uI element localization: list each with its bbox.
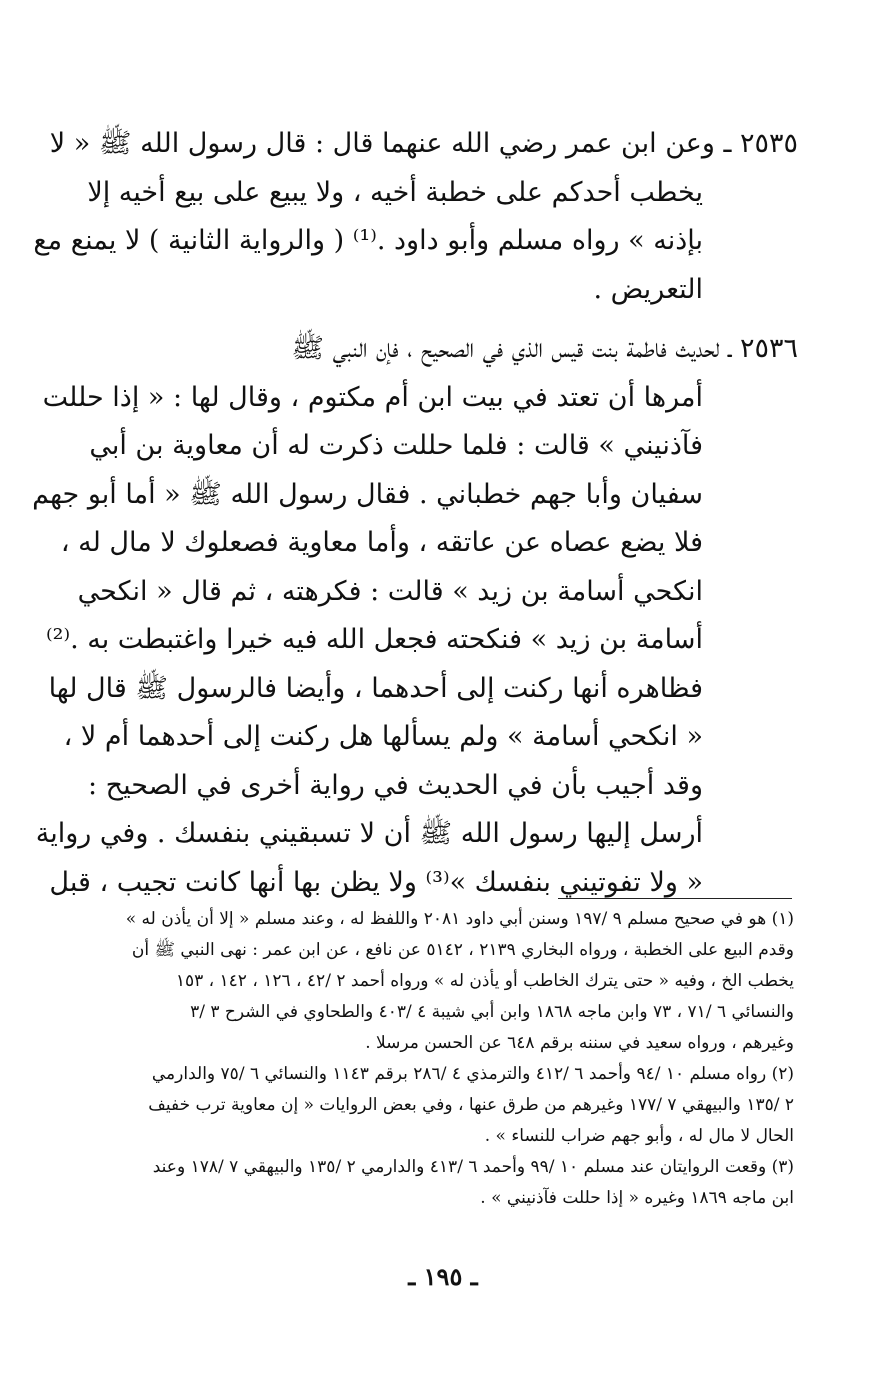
hadith-2535 bbox=[33, 120, 798, 314]
footnote-line: (٢) رواه مسلم ١٠ /٩٤ وأحمد ٦ /٤١٢ والترمذي ٤ /٢٨٦ برقم ١١٤٣ والنسائي ٦ /٧٥ والدارمي bbox=[151, 1064, 794, 1084]
text-line: بإذنه » رواه مسلم وأبو داود .⁽¹⁾ ( والرواية الثانية ) لا يمنع مع bbox=[33, 225, 703, 256]
footnote-3 bbox=[96, 1152, 794, 1214]
text-line: ٢٥٣٥ ـ وعن ابن عمر رضي الله عنهما قال : قال رسول الله ﷺ « لا bbox=[49, 128, 798, 159]
footnote-line: (١) هو في صحيح مسلم ٩ /١٩٧ وسنن أبي داود ٢٠٨١ واللفظ له ، وعند مسلم « إلا أن يأذن له » bbox=[125, 909, 794, 929]
text-line: فظاهره أنها ركنت إلى أحدهما ، وأيضا فالرسول ﷺ قال لها bbox=[48, 672, 703, 704]
text-line: ٢٥٣٦ ـ لحديث فاطمة بنت قيس الذي في الصحيح ، فإن النبي ﷺ bbox=[291, 333, 798, 364]
footnote-line: الحال لا مال له ، وأبو جهم ضراب للنساء » . bbox=[484, 1126, 794, 1146]
text-line: « ولا تفوتيني بنفسك »⁽³⁾ ولا يظن بها أنها كانت تجيب ، قبل bbox=[49, 866, 703, 898]
text-line: انكحي أسامة بن زيد » قالت : فكرهته ، ثم قال « انكحي bbox=[77, 575, 703, 607]
footnote-separator bbox=[558, 898, 792, 899]
text-line: فلا يضع عصاه عن عاتقه ، وأما معاوية فصعلوك لا مال له ، bbox=[60, 527, 703, 558]
main-text bbox=[32, 120, 798, 907]
page-number: ـ ١٩٥ ـ bbox=[408, 1262, 478, 1291]
footnote-line: (٣) وقعت الروايتان عند مسلم ١٠ /٩٩ وأحمد ٦ /٤١٣ والدارمي ٢ /١٣٥ والبيهقي ٧ /١٧٨ وعند bbox=[152, 1157, 794, 1177]
hadith-2536 bbox=[32, 325, 798, 907]
footnote-line: والنسائي ٦ /٧١ ، ٧٣ وابن ماجه ١٨٦٨ وابن أبي شيبة ٤ /٤٠٣ والطحاوي في الشرح ٣ /٣ bbox=[190, 1002, 794, 1022]
footnote-line: يخطب الخ ، وفيه « حتى يترك الخاطب أو يأذن له » ورواه أحمد ٢ /٤٢ ، ١٢٦ ، ١٤٢ ، ١٥٣ bbox=[175, 971, 794, 991]
footnote-line: ابن ماجه ١٨٦٩ وغيره « إذا حللت فآذنيني » . bbox=[480, 1188, 794, 1208]
text-line: وقد أجيب بأن في الحديث في رواية أخرى في الصحيح : bbox=[88, 769, 703, 801]
footnote-line: ٢ /١٣٥ والبيهقي ٧ /١٧٧ وغيرهم من طرق عنها ، وفي بعض الروايات « إن معاوية ترب خفيف bbox=[148, 1095, 794, 1115]
text-line: سفيان وأبا جهم خطباني . فقال رسول الله ﷺ « أما أبو جهم bbox=[32, 478, 703, 510]
footnote-line: وغيرهم ، ورواه سعيد في سننه برقم ٦٤٨ عن الحسن مرسلا . bbox=[365, 1033, 794, 1053]
text-line: التعريض . bbox=[593, 273, 703, 305]
footnote-1 bbox=[96, 904, 794, 1059]
footnotes bbox=[96, 904, 794, 1214]
text-line: « انكحي أسامة » ولم يسألها هل ركنت إلى أحدهما أم لا ، bbox=[63, 721, 703, 752]
footnote-line: وقدم البيع على الخطبة ، ورواه البخاري ٢١٣٩ ، ٥١٤٢ عن نافع ، عن ابن عمر : نهى النبي ﷺ أن bbox=[131, 940, 794, 960]
footnote-2 bbox=[96, 1059, 794, 1152]
text-line: فآذنيني » قالت : فلما حللت ذكرت له أن معاوية بن أبي bbox=[89, 430, 703, 461]
text-line: أسامة بن زيد » فنكحته فجعل الله فيه خيرا واغتبطت به .⁽²⁾ bbox=[45, 624, 703, 655]
text-line: أمرها أن تعتد في بيت ابن أم مكتوم ، وقال لها : « إذا حللت bbox=[42, 381, 703, 413]
text-line: يخطب أحدكم على خطبة أخيه ، ولا يبيع على بيع أخيه إلا bbox=[87, 176, 703, 208]
text-line: أرسل إليها رسول الله ﷺ أن لا تسبقيني بنفسك . وفي رواية bbox=[35, 818, 703, 849]
